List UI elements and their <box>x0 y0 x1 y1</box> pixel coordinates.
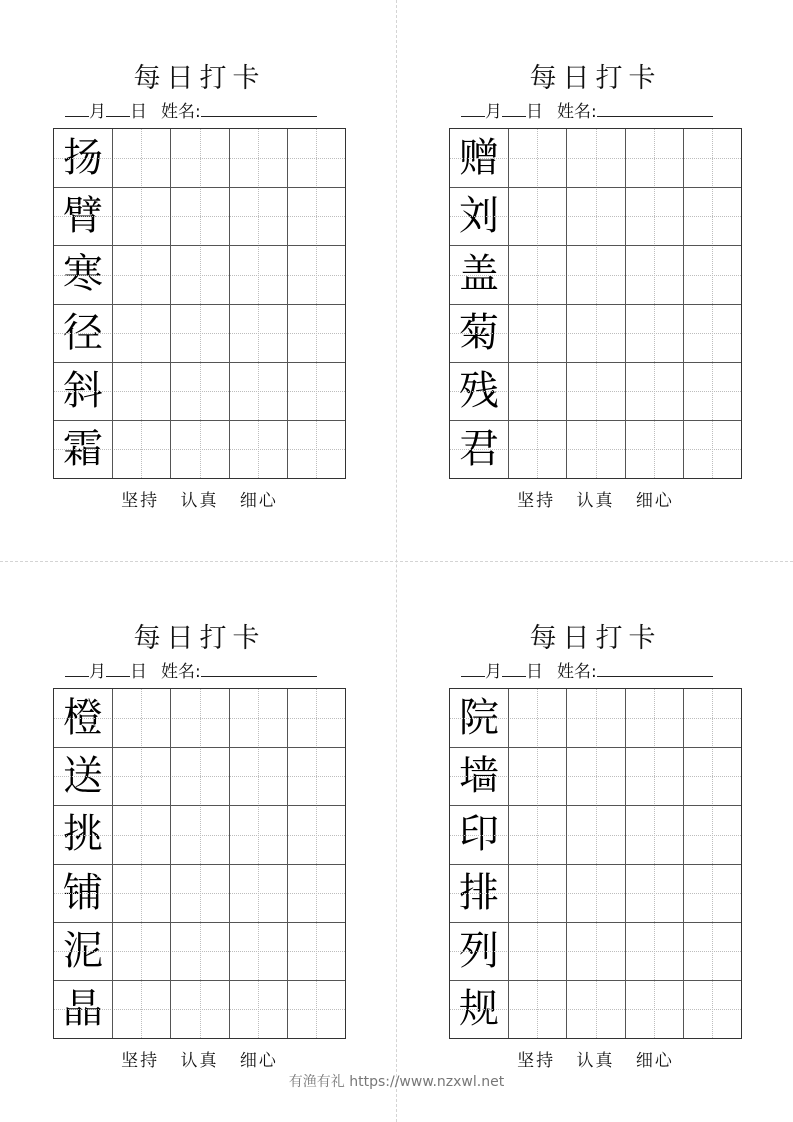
grid-row-line <box>54 304 345 305</box>
practice-character: 赠 <box>459 135 499 181</box>
footer-watermark: 有渔有礼 https://www.nzxwl.net <box>288 1074 505 1090</box>
practice-character: 晶 <box>63 986 103 1032</box>
practice-character: 印 <box>459 811 499 857</box>
name-blank[interactable] <box>201 658 317 677</box>
grid-row-line <box>54 864 345 865</box>
grid-row-line <box>450 980 741 981</box>
practice-character: 刘 <box>459 193 499 239</box>
practice-character: 院 <box>459 695 499 741</box>
name-label: 姓名: <box>557 102 597 122</box>
date-name-line <box>461 658 743 684</box>
day-blank[interactable] <box>106 98 130 117</box>
month-blank[interactable] <box>65 98 89 117</box>
writing-grid <box>53 128 346 479</box>
practice-character: 铺 <box>63 870 103 916</box>
name-blank[interactable] <box>201 98 317 117</box>
month-label: 月 <box>485 102 502 122</box>
day-label: 日 <box>526 662 543 682</box>
card-title: 每日打卡 <box>133 623 266 654</box>
grid-column-line <box>229 689 230 1038</box>
day-blank[interactable] <box>502 98 526 117</box>
practice-character: 君 <box>459 426 499 472</box>
grid-row-line <box>450 304 741 305</box>
horizontal-cut-line <box>0 561 793 562</box>
grid-column-line <box>625 689 626 1038</box>
date-name-line <box>65 98 347 124</box>
day-blank[interactable] <box>106 658 130 677</box>
practice-character: 盖 <box>459 251 499 297</box>
practice-character: 挑 <box>63 811 103 857</box>
grid-row-line <box>54 420 345 421</box>
grid-column-line <box>112 689 113 1038</box>
motto-text: 坚持 认真 细心 <box>121 491 278 511</box>
grid-row-line <box>54 245 345 246</box>
month-label: 月 <box>485 662 502 682</box>
grid-row-line <box>54 980 345 981</box>
practice-character: 霜 <box>63 426 103 472</box>
motto-text: 坚持 认真 细心 <box>121 1051 278 1071</box>
date-name-line <box>65 658 347 684</box>
name-blank[interactable] <box>597 98 713 117</box>
grid-column-line <box>287 689 288 1038</box>
month-blank[interactable] <box>461 98 485 117</box>
practice-character: 列 <box>459 928 499 974</box>
card-title: 每日打卡 <box>133 63 266 94</box>
grid-column-line <box>566 689 567 1038</box>
grid-row-line <box>450 362 741 363</box>
practice-character: 规 <box>459 986 499 1032</box>
grid-row-line <box>450 187 741 188</box>
name-label: 姓名: <box>161 662 201 682</box>
grid-row-line <box>54 747 345 748</box>
day-label: 日 <box>526 102 543 122</box>
grid-row-line <box>54 805 345 806</box>
practice-character: 泥 <box>63 928 103 974</box>
month-blank[interactable] <box>65 658 89 677</box>
name-blank[interactable] <box>597 658 713 677</box>
grid-column-line <box>112 129 113 478</box>
practice-character: 臂 <box>63 193 103 239</box>
motto-text: 坚持 认真 细心 <box>517 1051 674 1071</box>
card-title: 每日打卡 <box>529 63 662 94</box>
day-label: 日 <box>130 102 147 122</box>
grid-column-line <box>566 129 567 478</box>
practice-character: 寒 <box>63 251 103 297</box>
card-title: 每日打卡 <box>529 623 662 654</box>
grid-row-line <box>54 187 345 188</box>
name-label: 姓名: <box>161 102 201 122</box>
grid-row-line <box>450 864 741 865</box>
day-label: 日 <box>130 662 147 682</box>
day-blank[interactable] <box>502 658 526 677</box>
practice-character: 径 <box>63 310 103 356</box>
grid-column-line <box>683 689 684 1038</box>
writing-grid <box>449 128 742 479</box>
grid-row-line <box>450 245 741 246</box>
grid-row-line <box>450 805 741 806</box>
grid-row-line <box>450 922 741 923</box>
grid-row-line <box>54 922 345 923</box>
grid-row-line <box>450 747 741 748</box>
grid-column-line <box>508 129 509 478</box>
writing-grid <box>53 688 346 1039</box>
grid-column-line <box>625 129 626 478</box>
grid-column-line <box>683 129 684 478</box>
month-label: 月 <box>89 102 106 122</box>
practice-character: 送 <box>63 753 103 799</box>
practice-character: 菊 <box>459 310 499 356</box>
month-blank[interactable] <box>461 658 485 677</box>
practice-character: 橙 <box>63 695 103 741</box>
grid-row-line <box>54 362 345 363</box>
grid-column-line <box>287 129 288 478</box>
grid-column-line <box>170 129 171 478</box>
month-label: 月 <box>89 662 106 682</box>
practice-character: 排 <box>459 870 499 916</box>
grid-column-line <box>170 689 171 1038</box>
writing-grid <box>449 688 742 1039</box>
practice-character: 扬 <box>63 135 103 181</box>
practice-character: 墙 <box>459 753 499 799</box>
motto-text: 坚持 认真 细心 <box>517 491 674 511</box>
practice-character: 斜 <box>63 368 103 414</box>
date-name-line <box>461 98 743 124</box>
grid-column-line <box>229 129 230 478</box>
practice-character: 残 <box>459 368 499 414</box>
grid-row-line <box>450 420 741 421</box>
grid-column-line <box>508 689 509 1038</box>
name-label: 姓名: <box>557 662 597 682</box>
